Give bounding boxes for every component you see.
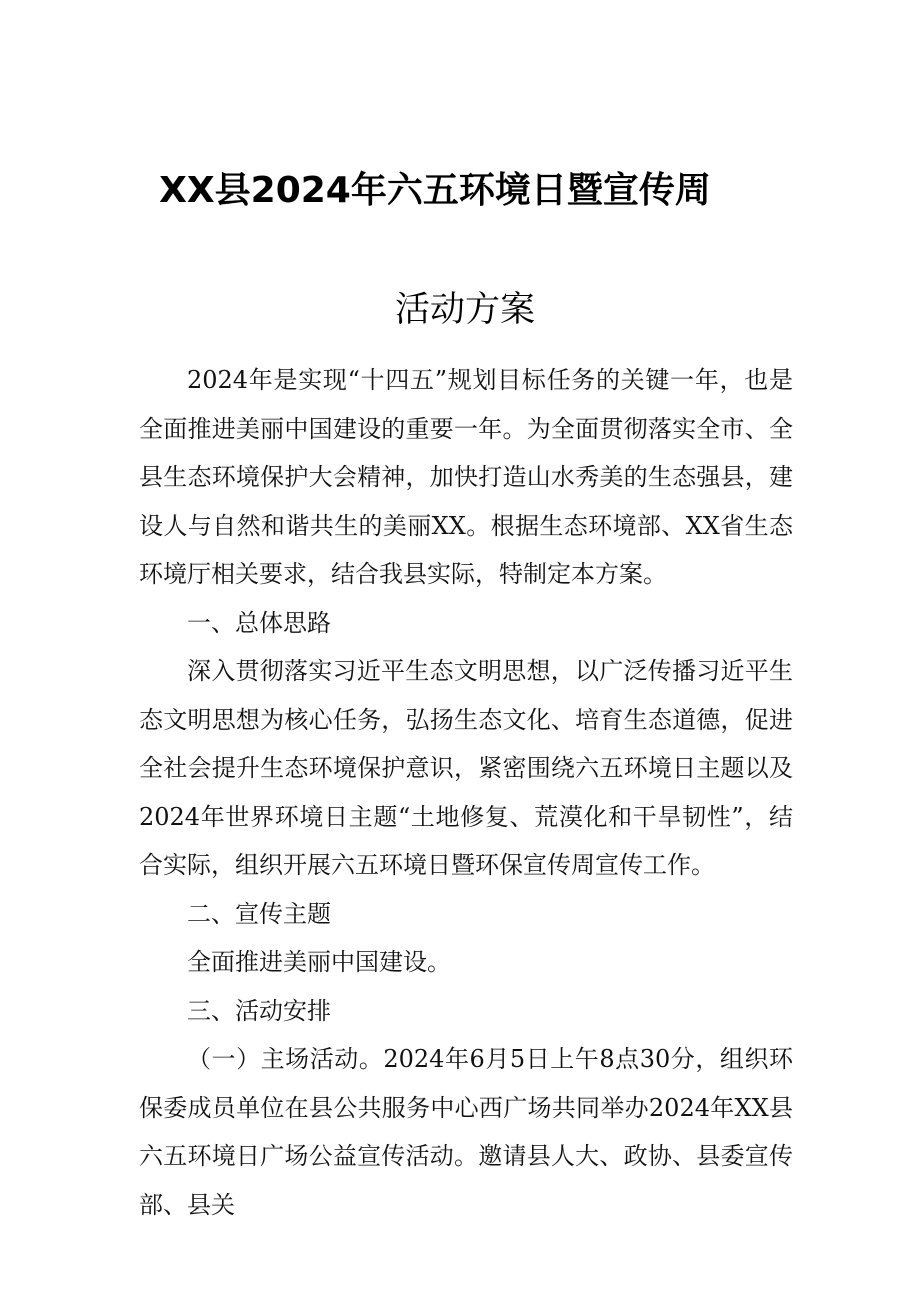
document-title-line-2: 活动方案 [394,290,535,330]
main-activity-paragraph: （一）主场活动。2024年6月5日上午8点30分，组织环保委成员单位在县公共服务中心西广场共同举办2024年XX县六五环境日广场公益宣传活动。邀请县人大、政协、县委宣传部、县关 [139,1045,793,1219]
section-heading-activities: 三、活动安排 [187,996,331,1025]
document-body [139,356,793,1229]
section-heading-overall-approach: 一、总体思路 [187,608,331,637]
intro-paragraph: 2024年是实现“十四五”规划目标任务的关键一年，也是全面推进美丽中国建设的重要一年。为全面贯彻落实全市、全县生态环境保护大会精神，加快打造山水秀美的生态强县，建设人与自然和谐共生的美丽XX。根据生态环境部、XX省生态环境厅相关要求，结合我县实际，特制定本方案。 [139,366,793,588]
overall-approach-paragraph: 深入贯彻落实习近平生态文明思想，以广泛传播习近平生态文明思想为核心任务，弘扬生态文化、培育生态道德，促进全社会提升生态环境保护意识，紧密围绕六五环境日主题以及2024年世界环境日主题“土地修复、荒漠化和干旱韧性”，结合实际，组织开展六五环境日暨环保宣传周宣传工作。 [139,657,793,879]
document-title-line-1: XX县2024年六五环境日暨宣传周 [159,170,711,211]
section-heading-theme: 二、宣传主题 [187,899,331,928]
theme-paragraph: 全面推进美丽中国建设。 [187,948,451,976]
